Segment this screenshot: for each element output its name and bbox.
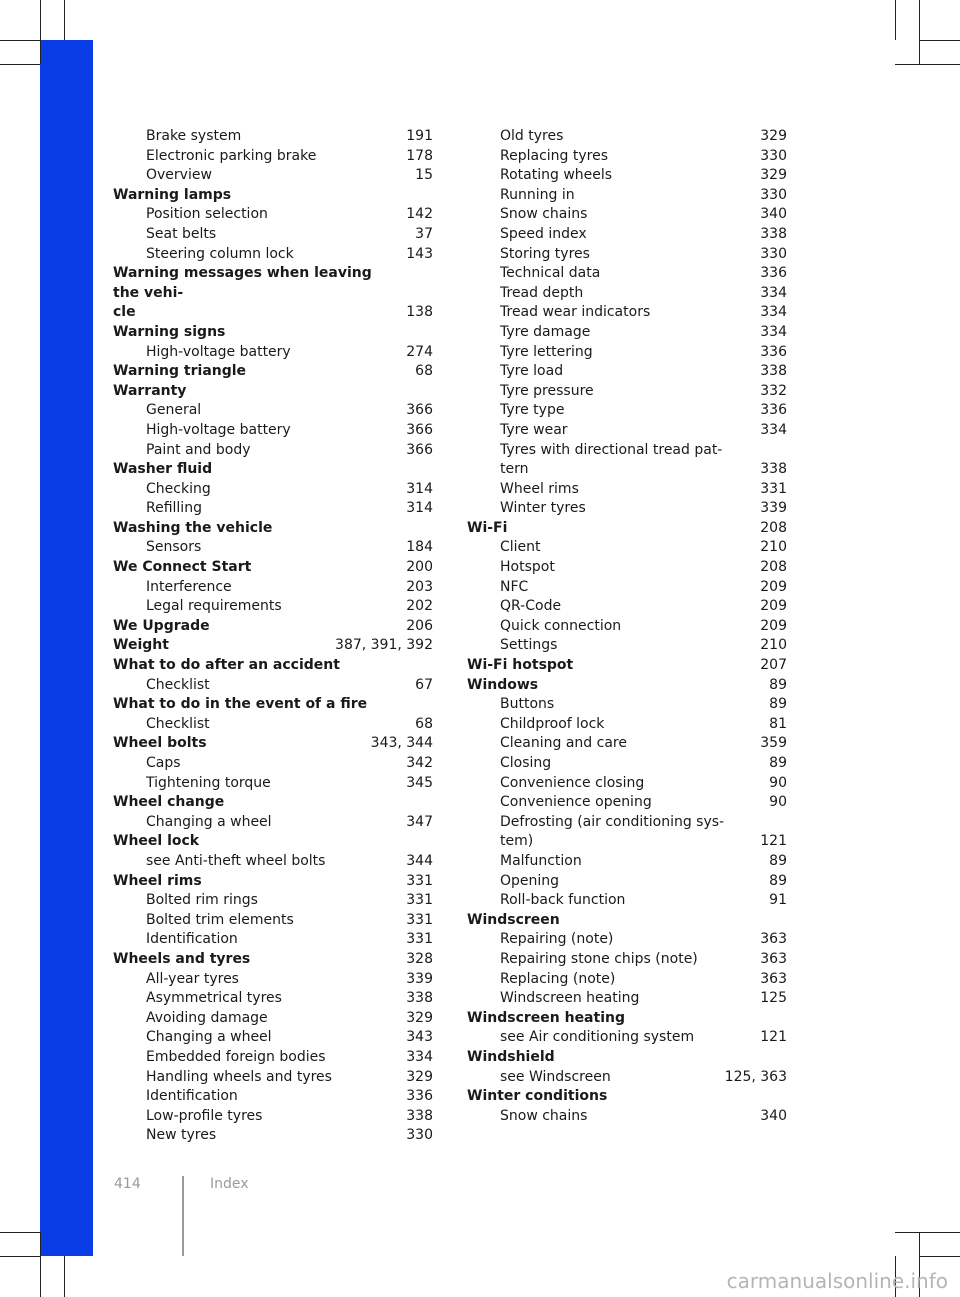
index-heading [467, 911, 787, 931]
entry-label: Hotspot [500, 559, 555, 576]
entry-label: Opening [500, 872, 560, 889]
index-subentry [467, 989, 787, 1009]
index-subentry [467, 793, 787, 813]
index-subentry [113, 166, 433, 186]
index-subentry [467, 264, 787, 284]
index-heading [467, 1009, 787, 1029]
entry-page-ref: 89 [769, 676, 787, 693]
entry-label: Overview [146, 167, 212, 184]
index-subentry [467, 636, 787, 656]
entry-page-ref: 68 [415, 363, 433, 380]
index-subentry [467, 166, 787, 186]
entry-label: Tyre type [500, 402, 565, 419]
watermark: carmanualsonline.info [726, 1269, 948, 1293]
entry-page-ref: 68 [415, 715, 433, 732]
entry-page-ref: 332 [760, 382, 787, 399]
entry-page-ref: 334 [760, 323, 787, 340]
entry-page-ref: 334 [760, 304, 787, 321]
entry-label: Repairing stone chips (note) [500, 950, 698, 967]
entry-page-ref: 314 [406, 500, 433, 517]
entry-label: All-year tyres [146, 970, 239, 987]
entry-label: We Upgrade [113, 617, 210, 634]
index-heading [113, 950, 433, 970]
entry-label: Quick connection [500, 617, 622, 634]
entry-label: General [146, 402, 202, 419]
entry-label: Position selection [146, 206, 268, 223]
entry-label: Tyre load [500, 363, 564, 380]
entry-label: Windscreen heating [467, 1009, 625, 1026]
index-subentry [113, 343, 433, 363]
index-heading [113, 323, 433, 343]
index-subentry [467, 127, 787, 147]
entry-label: Winter conditions [467, 1088, 608, 1105]
index-subentry [467, 441, 787, 480]
entry-label: Tightening torque [146, 774, 271, 791]
index-subentry [467, 1028, 787, 1048]
index-subentry [113, 891, 433, 911]
entry-page-ref: 338 [406, 1107, 433, 1124]
index-subentry [467, 1107, 787, 1127]
entry-page-ref: 209 [760, 617, 787, 634]
entry-label: Washer fluid [113, 461, 213, 478]
index-subentry [467, 205, 787, 225]
index-subentry [113, 499, 433, 519]
index-subentry [113, 421, 433, 441]
entry-page-ref: 314 [406, 480, 433, 497]
index-heading [113, 362, 433, 382]
entry-page-ref: 330 [760, 147, 787, 164]
entry-page-ref: 328 [406, 950, 433, 967]
entry-page-ref: 336 [406, 1088, 433, 1105]
index-subentry [467, 891, 787, 911]
entry-label: Embedded foreign bodies [146, 1048, 326, 1065]
entry-page-ref: 387, 391, 392 [335, 637, 433, 654]
index-subentry [467, 538, 787, 558]
entry-page-ref: 363 [760, 950, 787, 967]
entry-label: Checklist [146, 676, 210, 693]
index-heading [113, 519, 433, 539]
index-heading [113, 872, 433, 892]
index-heading [113, 695, 433, 715]
index-subentry [113, 852, 433, 872]
index-subentry [113, 989, 433, 1009]
index-subentry [467, 813, 787, 852]
index-subentry [113, 676, 433, 696]
entry-page-ref: 343 [406, 1029, 433, 1046]
entry-label: We Connect Start [113, 559, 252, 576]
entry-page-ref: 203 [406, 578, 433, 595]
entry-label: Caps [146, 755, 181, 771]
entry-page-ref: 340 [760, 1107, 787, 1124]
index-subentry [113, 1107, 433, 1127]
index-subentry [113, 480, 433, 500]
index-subentry [113, 754, 433, 774]
entry-label: Wheel bolts [113, 735, 207, 752]
index-subentry [467, 558, 787, 578]
entry-label: What to do after an accident [113, 657, 340, 674]
entry-label: Roll-back function [500, 892, 626, 909]
entry-label: Tread depth [500, 284, 584, 301]
entry-page-ref: 138 [406, 304, 433, 321]
entry-label: see Anti-theft wheel bolts [146, 852, 326, 869]
entry-label: New tyres [146, 1127, 217, 1144]
index-subentry [113, 1009, 433, 1029]
entry-page-ref: 330 [760, 186, 787, 203]
entry-page-ref: 89 [769, 755, 787, 771]
index-subentry [467, 715, 787, 735]
entry-label: Warranty [113, 382, 187, 399]
entry-label: Snow chains [500, 1107, 588, 1124]
index-heading [113, 186, 433, 206]
entry-page-ref: 338 [760, 363, 787, 380]
index-subentry [113, 538, 433, 558]
entry-label: Storing tyres [500, 245, 590, 262]
entry-page-ref: 331 [406, 911, 433, 928]
index-subentry [467, 499, 787, 519]
index-subentry [467, 245, 787, 265]
entry-page-ref: 343, 344 [370, 735, 433, 752]
index-heading [113, 558, 433, 578]
entry-label: Warning lamps [113, 186, 232, 203]
index-subentry [113, 911, 433, 931]
entry-label: Checking [146, 480, 211, 497]
entry-label: Handling wheels and tyres [146, 1068, 332, 1085]
index-subentry [113, 813, 433, 833]
index-subentry [467, 323, 787, 343]
entry-label: Warning messages when leaving the vehi- cle [113, 265, 372, 321]
index-subentry [113, 578, 433, 598]
entry-page-ref: 125, 363 [724, 1068, 787, 1085]
entry-label: Tyre wear [500, 421, 568, 438]
index-subentry [113, 147, 433, 167]
entry-page-ref: 366 [406, 421, 433, 438]
entry-page-ref: 208 [760, 559, 787, 576]
entry-page-ref: 178 [406, 147, 433, 164]
index-heading [113, 636, 433, 656]
entry-page-ref: 121 [760, 1029, 787, 1046]
entry-page-ref: 336 [760, 343, 787, 360]
entry-label: Windows [467, 676, 539, 693]
index-heading [113, 617, 433, 637]
index-subentry [113, 205, 433, 225]
entry-label: Warning signs [113, 323, 226, 340]
entry-label: Wi-Fi hotspot [467, 657, 574, 674]
index-heading [467, 519, 787, 539]
index-heading [467, 1048, 787, 1068]
entry-page-ref: 331 [760, 480, 787, 497]
entry-page-ref: 334 [406, 1048, 433, 1065]
entry-label: Wheel change [113, 794, 225, 811]
index-subentry [113, 1068, 433, 1088]
index-subentry [467, 852, 787, 872]
entry-page-ref: 366 [406, 441, 433, 458]
entry-page-ref: 329 [760, 167, 787, 184]
entry-label: Avoiding damage [146, 1009, 268, 1026]
index-heading [113, 832, 433, 852]
entry-label: Tyre damage [500, 323, 591, 340]
index-subentry [113, 970, 433, 990]
entry-label: Replacing (note) [500, 970, 616, 987]
index-subentry [467, 303, 787, 323]
entry-label: Convenience opening [500, 794, 652, 811]
index-heading [113, 264, 433, 323]
entry-page-ref: 363 [760, 931, 787, 948]
entry-label: Malfunction [500, 852, 582, 869]
entry-page-ref: 200 [406, 559, 433, 576]
entry-label: Speed index [500, 225, 587, 242]
index-subentry [467, 872, 787, 892]
entry-page-ref: 90 [769, 774, 787, 791]
index-subentry [467, 186, 787, 206]
entry-page-ref: 334 [760, 421, 787, 438]
entry-label: Winter tyres [500, 500, 586, 517]
entry-page-ref: 339 [406, 970, 433, 987]
index-subentry [467, 578, 787, 598]
index-heading [113, 382, 433, 402]
entry-page-ref: 207 [760, 657, 787, 674]
entry-page-ref: 90 [769, 794, 787, 811]
entry-label: What to do in the event of a fire [113, 696, 368, 713]
index-column-right [467, 127, 787, 1126]
entry-page-ref: 331 [406, 872, 433, 889]
entry-page-ref: 344 [406, 852, 433, 869]
entry-page-ref: 338 [406, 990, 433, 1007]
entry-page-ref: 206 [406, 617, 433, 634]
entry-page-ref: 274 [406, 343, 433, 360]
index-subentry [113, 930, 433, 950]
index-heading [467, 676, 787, 696]
index-subentry [113, 774, 433, 794]
index-subentry [467, 597, 787, 617]
index-subentry [467, 343, 787, 363]
entry-label: Tyre pressure [500, 382, 594, 399]
entry-page-ref: 347 [406, 813, 433, 830]
entry-page-ref: 121 [760, 833, 787, 850]
entry-page-ref: 81 [769, 715, 787, 732]
entry-label: Asymmetrical tyres [146, 990, 282, 1007]
entry-page-ref: 339 [760, 500, 787, 517]
entry-page-ref: 336 [760, 265, 787, 282]
entry-label: NFC [500, 578, 529, 595]
footer-divider [182, 1176, 184, 1256]
entry-page-ref: 125 [760, 990, 787, 1007]
entry-label: Wheels and tyres [113, 950, 251, 967]
index-subentry [467, 930, 787, 950]
entry-label: Convenience closing [500, 774, 645, 791]
entry-page-ref: 331 [406, 931, 433, 948]
entry-label: Steering column lock [146, 245, 294, 262]
index-column-left [113, 127, 433, 1146]
entry-label: Running in [500, 186, 575, 203]
entry-label: Legal requirements [146, 598, 282, 615]
entry-label: Seat belts [146, 225, 217, 242]
entry-label: see Air conditioning system [500, 1029, 695, 1046]
entry-label: Low-profile tyres [146, 1107, 263, 1124]
entry-label: Old tyres [500, 128, 564, 144]
entry-page-ref: 329 [760, 128, 787, 144]
index-subentry [113, 245, 433, 265]
section-title: Index [210, 1176, 249, 1192]
entry-page-ref: 191 [406, 128, 433, 144]
index-subentry [467, 284, 787, 304]
entry-label: Cleaning and care [500, 735, 627, 752]
index-subentry [113, 1028, 433, 1048]
entry-label: Wheel rims [113, 872, 202, 889]
index-subentry [467, 147, 787, 167]
index-subentry [467, 382, 787, 402]
index-subentry [467, 734, 787, 754]
entry-label: Defrosting (air conditioning sys- tem) [500, 813, 725, 850]
entry-label: Interference [146, 578, 232, 595]
entry-label: Warning triangle [113, 363, 247, 380]
entry-page-ref: 338 [760, 461, 787, 478]
entry-page-ref: 338 [760, 225, 787, 242]
entry-page-ref: 67 [415, 676, 433, 693]
index-heading [467, 1087, 787, 1107]
index-subentry [467, 225, 787, 245]
index-subentry [467, 754, 787, 774]
entry-page-ref: 330 [760, 245, 787, 262]
index-subentry [467, 401, 787, 421]
entry-page-ref: 359 [760, 735, 787, 752]
index-subentry [113, 225, 433, 245]
page-number: 414 [114, 1176, 141, 1192]
index-subentry [467, 421, 787, 441]
entry-label: QR-Code [500, 598, 562, 615]
entry-label: High-voltage battery [146, 343, 291, 360]
entry-page-ref: 202 [406, 598, 433, 615]
entry-label: Bolted trim elements [146, 911, 294, 928]
entry-label: High-voltage battery [146, 421, 291, 438]
entry-label: Checklist [146, 715, 210, 732]
entry-label: Wi-Fi [467, 519, 508, 536]
entry-label: Childproof lock [500, 715, 605, 732]
entry-page-ref: 329 [406, 1068, 433, 1085]
entry-label: Brake system [146, 128, 242, 144]
entry-page-ref: 334 [760, 284, 787, 301]
entry-page-ref: 345 [406, 774, 433, 791]
entry-label: Windshield [467, 1048, 555, 1065]
entry-label: Changing a wheel [146, 1029, 272, 1046]
entry-page-ref: 340 [760, 206, 787, 223]
entry-label: Changing a wheel [146, 813, 272, 830]
entry-page-ref: 329 [406, 1009, 433, 1026]
entry-label: Replacing tyres [500, 147, 608, 164]
index-subentry [113, 1087, 433, 1107]
entry-page-ref: 184 [406, 539, 433, 556]
entry-label: Windscreen [467, 911, 560, 928]
index-subentry [113, 597, 433, 617]
index-subentry [113, 1048, 433, 1068]
index-subentry [467, 970, 787, 990]
entry-page-ref: 209 [760, 578, 787, 595]
entry-label: Washing the vehicle [113, 519, 273, 536]
index-heading [113, 734, 433, 754]
index-subentry [467, 950, 787, 970]
index-subentry [467, 1068, 787, 1088]
entry-label: Windscreen heating [500, 990, 640, 1007]
index-subentry [467, 774, 787, 794]
index-heading [113, 793, 433, 813]
entry-label: Tyres with directional tread pat- tern [500, 441, 723, 478]
entry-label: Snow chains [500, 206, 588, 223]
entry-label: Identification [146, 1088, 238, 1105]
entry-page-ref: 89 [769, 872, 787, 889]
entry-label: Wheel lock [113, 833, 200, 850]
index-subentry [113, 1126, 433, 1146]
entry-page-ref: 143 [406, 245, 433, 262]
entry-page-ref: 363 [760, 970, 787, 987]
index-heading [113, 460, 433, 480]
index-subentry [113, 441, 433, 461]
entry-label: Buttons [500, 696, 555, 713]
entry-label: Bolted rim rings [146, 892, 258, 909]
entry-page-ref: 37 [415, 225, 433, 242]
entry-label: Settings [500, 637, 558, 654]
entry-label: Electronic parking brake [146, 147, 317, 164]
entry-label: Weight [113, 637, 169, 654]
entry-label: Tread wear indicators [500, 304, 651, 321]
entry-label: Paint and body [146, 441, 251, 458]
entry-page-ref: 210 [760, 637, 787, 654]
entry-label: see Windscreen [500, 1068, 611, 1085]
entry-label: Sensors [146, 539, 202, 556]
entry-label: Rotating wheels [500, 167, 613, 184]
index-heading [113, 656, 433, 676]
index-subentry [467, 362, 787, 382]
side-color-bar [40, 40, 93, 1256]
index-heading [467, 656, 787, 676]
entry-page-ref: 208 [760, 519, 787, 536]
entry-page-ref: 91 [769, 892, 787, 909]
entry-label: Closing [500, 755, 552, 771]
index-subentry [467, 695, 787, 715]
entry-label: Identification [146, 931, 238, 948]
index-subentry [113, 127, 433, 147]
entry-page-ref: 210 [760, 539, 787, 556]
entry-label: Tyre lettering [500, 343, 593, 360]
entry-page-ref: 330 [406, 1127, 433, 1144]
entry-page-ref: 336 [760, 402, 787, 419]
index-subentry [467, 480, 787, 500]
entry-page-ref: 366 [406, 402, 433, 419]
entry-label: Client [500, 539, 541, 556]
entry-label: Refilling [146, 500, 202, 517]
entry-page-ref: 209 [760, 598, 787, 615]
index-subentry [113, 715, 433, 735]
entry-page-ref: 15 [415, 167, 433, 184]
index-subentry [467, 617, 787, 637]
index-subentry [113, 401, 433, 421]
entry-page-ref: 89 [769, 852, 787, 869]
entry-page-ref: 142 [406, 206, 433, 223]
entry-label: Wheel rims [500, 480, 579, 497]
entry-page-ref: 342 [406, 755, 433, 771]
entry-page-ref: 331 [406, 892, 433, 909]
entry-label: Repairing (note) [500, 931, 614, 948]
entry-page-ref: 89 [769, 696, 787, 713]
entry-label: Technical data [500, 265, 601, 282]
